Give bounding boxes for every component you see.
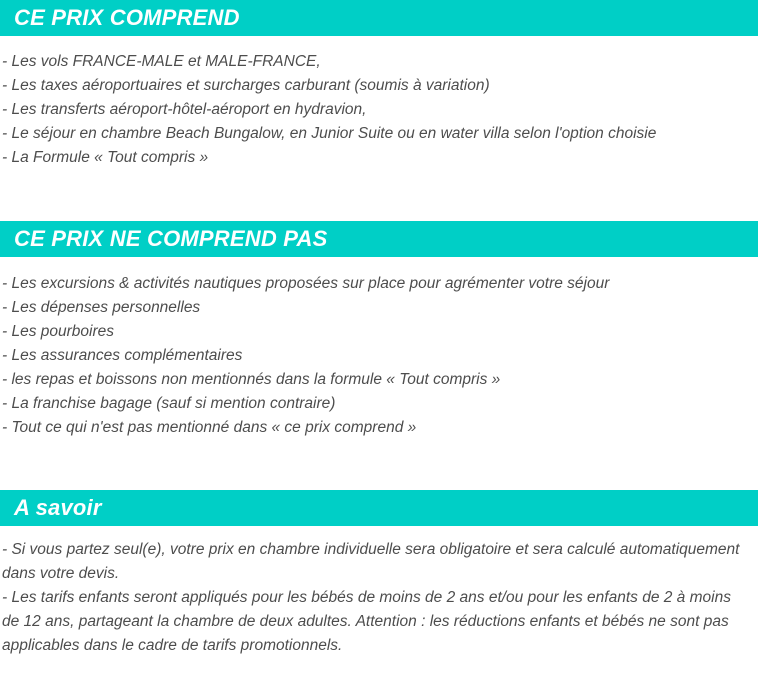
list-item: - La franchise bagage (sauf si mention contraire) (2, 395, 336, 412)
list-item: - Tout ce qui n'est pas mentionné dans « ce prix comprend » (2, 419, 417, 436)
list-item: - Les dépenses personnelles (2, 299, 201, 316)
paragraph: - Les tarifs enfants seront appliqués pour les bébés de moins de 2 ans et/ou pour les enfants de 2 à moins de 12 ans, partageant la chambre de deux adultes. Attention : les réductions enfants et bébés ne sont pas applicables dans le cadre de tarifs promotionnels. (2, 589, 731, 654)
list-item: - Les assurances complémentaires (2, 347, 243, 364)
list-item: - Les transferts aéroport-hôtel-aéroport en hydravion, (2, 101, 367, 118)
section-a-savoir (0, 490, 758, 658)
section-header-bar-ce-prix-comprend (0, 0, 758, 36)
section-title-ce-prix-ne-comprend-pas: CE PRIX NE COMPREND PAS (14, 226, 328, 251)
list-item: - les repas et boissons non mentionnés dans la formule « Tout compris » (2, 371, 501, 388)
section-header-bar-ce-prix-ne-comprend-pas (0, 221, 758, 257)
list-item: - Les taxes aéroportuaires et surcharges carburant (soumis à variation) (2, 77, 490, 94)
section-header-bar-a-savoir (0, 490, 758, 526)
section-ce-prix-comprend (0, 0, 758, 170)
section-body-ce-prix-ne-comprend-pas (0, 257, 758, 440)
section-title-a-savoir: A savoir (14, 495, 102, 520)
list-item: - Les excursions & activités nautiques proposées sur place pour agrémenter votre séjour (2, 275, 610, 292)
section-title-ce-prix-comprend: CE PRIX COMPREND (14, 5, 240, 30)
list-item: - Le séjour en chambre Beach Bungalow, en Junior Suite ou en water villa selon l'option choisie (2, 125, 657, 142)
paragraph: - Si vous partez seul(e), votre prix en chambre individuelle sera obligatoire et sera calculé automatiquement dans votre devis. (2, 541, 740, 582)
section-body-ce-prix-comprend (0, 36, 758, 170)
list-item: - Les vols FRANCE-MALE et MALE-FRANCE, (2, 53, 321, 70)
section-ce-prix-ne-comprend-pas (0, 221, 758, 440)
section-body-a-savoir (0, 526, 758, 658)
section-spacer (0, 170, 758, 221)
section-spacer (0, 440, 758, 490)
list-item: - Les pourboires (2, 323, 115, 340)
list-item: - La Formule « Tout compris » (2, 149, 209, 166)
